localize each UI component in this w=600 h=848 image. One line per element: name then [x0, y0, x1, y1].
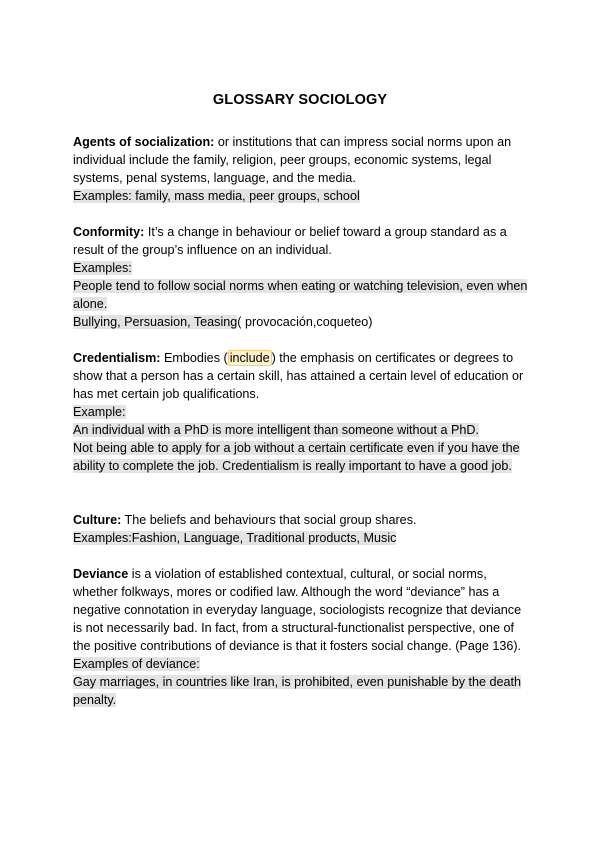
entry-term: Culture: [73, 513, 122, 527]
example-translation: ( provocación,coqueteo) [237, 315, 373, 329]
entry-term: Credentialism: [73, 351, 161, 365]
entry-example [73, 673, 531, 709]
entry-examples-label [73, 655, 531, 673]
entry-definition-text: or institutions that can impress social norms upon an individual include the family, religion, peer groups, economic systems, legal systems, penal systems, language, and the media. [73, 135, 512, 185]
example-text: People tend to follow social norms when eating or watching television, even when alone. [73, 279, 528, 311]
entry-definition [73, 349, 531, 403]
glossary-content [73, 133, 531, 709]
entry-example [73, 421, 531, 439]
entry-examples-label [73, 259, 531, 277]
entry-term: Agents of socialization: [73, 135, 215, 149]
example-text: Gay marriages, in countries like Iran, is prohibited, even punishable by the death penalty. [73, 675, 522, 707]
examples-text: Examples:Fashion, Language, Traditional products, Music [73, 531, 397, 545]
entry-examples-label [73, 403, 531, 421]
entry-definition-text: The beliefs and behaviours that social group shares. [121, 513, 417, 527]
entry-definition-text: ) the emphasis on certificates or degrees to show that a person has a certain skill, has attained a certain level of education or has met certain job qualifications. [73, 351, 524, 401]
example-text: An individual with a PhD is more intelligent than someone without a PhD. [73, 423, 480, 437]
comment-highlight[interactable]: include [229, 351, 270, 365]
entry-example [73, 439, 531, 475]
entry-example [73, 313, 531, 331]
entry-credentialism [73, 349, 531, 475]
page-title: GLOSSARY SOCIOLOGY [212, 92, 388, 108]
examples-label: Examples: [73, 261, 132, 275]
entry-conformity [73, 223, 531, 331]
entry-definition-text: is a violation of established contextual, cultural, or social norms, whether folkways, mores or codified law. Although the word “deviance” has a negative connotation in everyday language, sociologists recognize that deviance is not necessarily bad. In fact, from a structural-functionalist perspective, one of the positive contributions of deviance is that it fosters social change. (Page 136). [73, 567, 522, 653]
entry-definition [73, 223, 531, 259]
entry-definition [73, 511, 531, 529]
example-text: Bullying, Persuasion, Teasing [73, 315, 238, 329]
examples-label: Example: [73, 405, 126, 419]
examples-text: Examples: family, mass media, peer groups, school [73, 189, 360, 203]
entry-definition [73, 565, 531, 655]
examples-label: Examples of deviance: [73, 657, 200, 671]
entry-term: Conformity: [73, 225, 145, 239]
entry-examples [73, 187, 531, 205]
entry-culture [73, 511, 531, 547]
example-text: Not being able to apply for a job without a certain certificate even if you have the ability to complete the job. Credentialism is really important to have a good job. [73, 441, 520, 473]
entry-definition-text: Embodies ( [160, 351, 228, 365]
entry-deviance [73, 565, 531, 709]
entry-agents-of-socialization [73, 133, 531, 205]
entry-example [73, 277, 531, 313]
entry-term: Deviance [73, 567, 129, 581]
entry-definition-text: It’s a change in behaviour or belief toward a group standard as a result of the group’s influence on an individual. [73, 225, 507, 257]
entry-examples [73, 529, 531, 547]
entry-definition [73, 133, 531, 187]
